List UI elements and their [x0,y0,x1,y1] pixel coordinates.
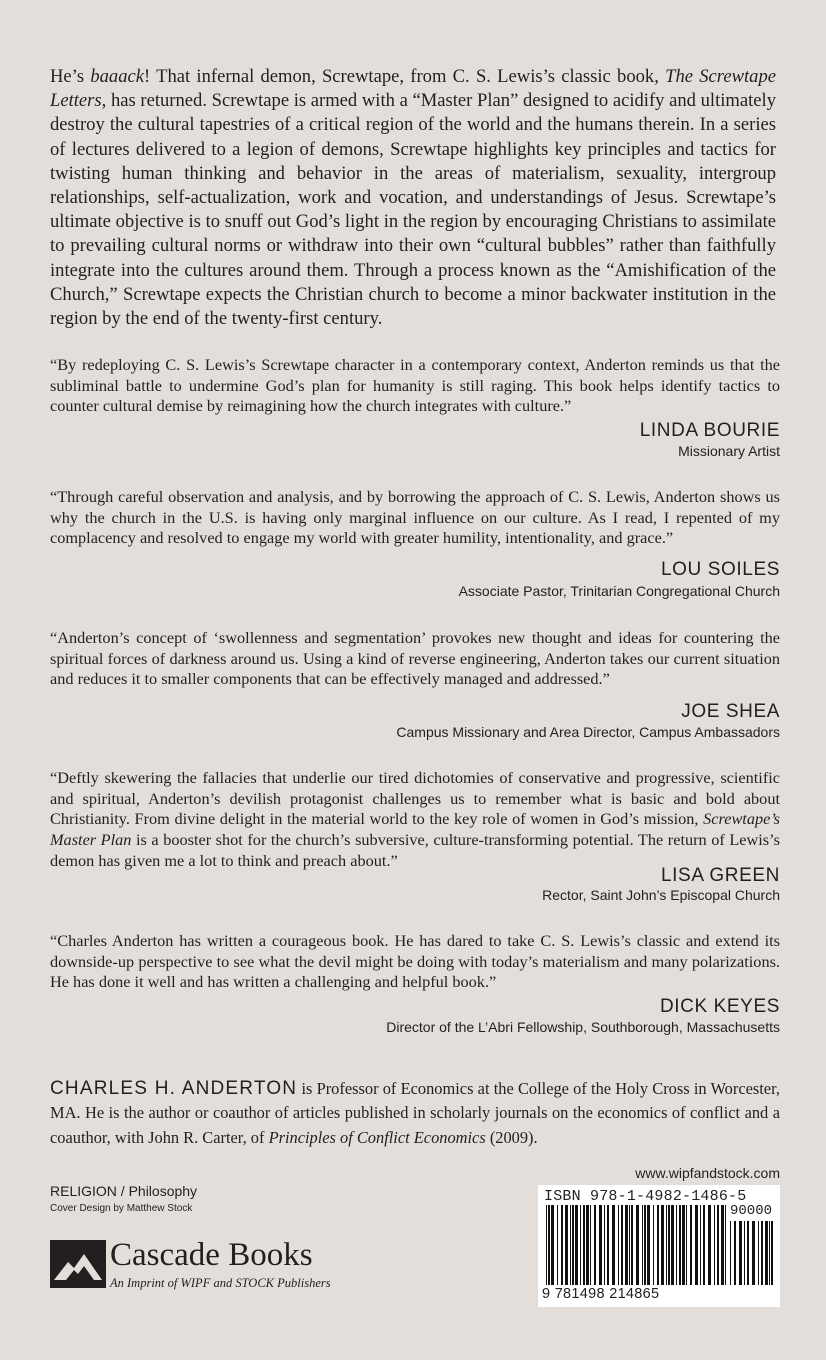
endorser-name-3: JOE SHEA [681,701,780,722]
endorsement-quote-2: “Through careful observation and analysis, and by borrowing the approach of C. S. Lewis, Anderton shows us why the church in the U.S. is having only marginal influence on our culture. As I read, I repented of my complacency and resolved to engage my world with greater humility, intentionality, and grace.” [50,487,780,548]
isbn-barcode [538,1185,780,1307]
publisher-logo [50,1232,390,1302]
endorser-name-5: DICK KEYES [659,996,780,1017]
endorser-name-4: LISA GREEN [661,865,780,886]
endorsement-quote-1: “By redeploying C. S. Lewis’s Screwtape character in a contemporary context, Anderton reminds us that the subliminal battle to undermine God’s plan for humanity is still raging. This book helps identify tactics to counter cultural demise by reimagining how the church integrates with culture.” [50,355,780,416]
author-book-title: Principles of Conflict Economics [268,1127,486,1147]
endorser-title-2: Associate Pastor, Trinitarian Congregational Church [458,583,780,599]
endorsement-quote-4-book-title: Screwtape’s Master Plan [50,809,780,850]
author-bio [50,1077,780,1150]
endorsement-quote-4-b: is a booster shot for the church’s subversive, culture-transforming potential. The return of Lewis’s demon has given me a lot to think and preach about.” [50,830,780,870]
author-bio-text-a: is Professor of Economics at the College of the Holy Cross in Worcester, MA. He is the author or coauthor of articles published in scholarly journals on the economics of conflict and a coauthor, with John R. Carter, of [50,1079,780,1147]
endorsement-quote-5: “Charles Anderton has written a courageous book. He has dared to take C. S. Lewis’s classic and extend its downside-up perspective to see what the devil might be doing with today’s materialism and many polarizations. He has done it well and has written a challenging and helpful book.” [50,931,780,992]
barcode-addon-bars [730,1221,774,1285]
book-description [50,65,776,331]
publisher-website: www.wipfandstock.com [635,1165,780,1181]
barcode-digits: 9 781498 214865 [542,1286,660,1302]
endorser-title-4: Rector, Saint John’s Episcopal Church [542,887,780,903]
endorsement-quote-3: “Anderton’s concept of ‘swollenness and segmentation’ provokes new thought and ideas for countering the spiritual forces of darkness around us. Using a kind of reverse engineering, Anderton takes our current situation and reduces it to smaller components that can be effectively managed and addressed.” [50,628,780,689]
price-code: 90000 [730,1203,773,1219]
cover-design-credit: Cover Design by Matthew Stock [50,1203,193,1214]
blurb-book-title: The Screwtape Letters [50,66,776,112]
barcode-bars [546,1205,726,1285]
endorsement-quote-4-a: “Deftly skewering the fallacies that underlie our tired dichotomies of conservative and progressive, scientific and spiritual, Anderton’s devilish protagonist challenges us to remember what is basic and bold about Christianity. From divine delight in the material world to the key role of women in God’s mission, [50,768,780,829]
endorser-title-5: Director of the L’Abri Fellowship, Southborough, Massachusetts [386,1019,780,1035]
endorser-name-2: LOU SOILES [661,559,780,580]
endorser-name-1: LINDA BOURIE [639,420,780,441]
blurb-text-2: ! That infernal demon, Screwtape, from C. S. Lewis’s classic book, [144,66,666,87]
author-bio-text-b: (2009). [485,1127,538,1147]
publisher-tagline: An Imprint of WIPF and STOCK Publishers [110,1276,331,1290]
endorser-title-3: Campus Missionary and Area Director, Campus Ambassadors [396,724,780,740]
mountain-icon [50,1240,106,1288]
blurb-text-1: He’s [50,66,91,87]
blurb-emphasis: baaack [90,66,145,87]
endorsement-quote-4 [50,768,780,872]
publisher-name: Cascade Books [110,1237,313,1273]
book-category: RELIGION / Philosophy [50,1183,198,1199]
blurb-text-3: , has returned. Screwtape is armed with a “Master Plan” designed to acidify and ultimately destroy the cultural tapestries of a critical region of the world and the humans therein. In a series of lectures delivered to a legion of demons, Screwtape highlights key principles and tactics for twisting human thinking and behavior in the areas of materialism, sexuality, intergroup relationships, self-actualization, work and vocation, and understandings of Jesus. Screwtape’s ultimate objective is to snuff out God’s light in the region by encouraging Christians to assimilate to prevailing cultural norms or withdraw into their own “cultural bubbles” rather than faithfully integrate into the cultures around them. Through a process known as the “Amishification of the Church,” Screwtape expects the Christian church to become a minor backwater institution in the region by the end of the twenty-first century. [50,90,776,330]
isbn-label: ISBN 978-1-4982-1486-5 [544,1188,747,1205]
author-name: CHARLES H. ANDERTON [50,1078,298,1099]
endorser-title-1: Missionary Artist [678,443,780,459]
